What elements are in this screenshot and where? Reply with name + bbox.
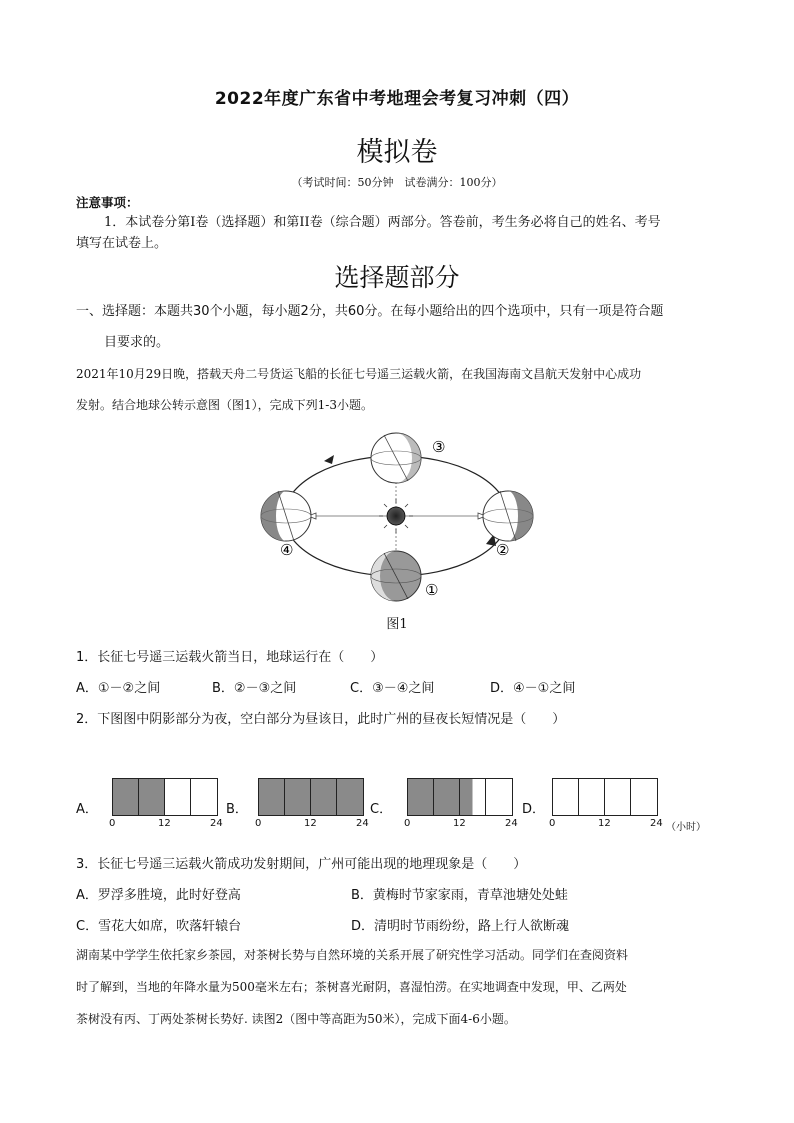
q2-daynight-bar[interactable]	[112, 778, 218, 816]
q2-tick-label: 0	[404, 818, 411, 829]
q2-option-letter[interactable]: C．	[370, 802, 393, 817]
label-3: ③	[432, 438, 446, 456]
notice-line-2: 填写在试卷上。	[76, 236, 168, 251]
q3-option-b[interactable]: B．黄梅时节家家雨，青草池塘处处蛙	[351, 888, 568, 903]
q2-tick-label: 12	[158, 818, 171, 829]
orbit-arrow-icon	[324, 455, 334, 464]
q2-bar-segment	[434, 779, 460, 815]
q1-option-b[interactable]: B．②－③之间	[212, 681, 297, 696]
q2-bar-segment	[191, 779, 217, 815]
q2-bar-segment	[460, 779, 486, 815]
q2-tick-label: 24	[356, 818, 369, 829]
q2-tick-label: 24	[505, 818, 518, 829]
section-title: 选择题部分	[334, 263, 460, 292]
q2-stem: 2．下图图中阴影部分为夜，空白部分为昼该日，此时广州的昼夜长短情况是（ ）	[76, 712, 566, 727]
q2-bar-segment	[113, 779, 139, 815]
intro2-line-2: 时了解到，当地的年降水量为500毫米左右；茶树喜光耐阴，喜湿怕涝。在实地调查中发现，甲、乙两处	[76, 980, 627, 994]
q2-tick-label: 24	[210, 818, 223, 829]
q2-bar-segment	[579, 779, 605, 815]
q2-bar-segment	[408, 779, 434, 815]
intro1-line-1: 2021年10月29日晚，搭载天舟二号货运飞船的长征七号遥三运载火箭，在我国海南文昌航天发射中心成功	[76, 367, 642, 381]
notice-line-1: 1．本试卷分第Ⅰ卷（选择题）和第II卷（综合题）两部分。答卷前，考生务必将自己的姓名、考号	[104, 215, 661, 230]
q2-bar-segment	[631, 779, 657, 815]
q2-daynight-bar[interactable]	[258, 778, 364, 816]
q2-unit-label: （小时）	[666, 822, 706, 833]
label-2: ②	[496, 541, 510, 559]
q2-option-letter[interactable]: A．	[76, 802, 98, 817]
q2-bar-segment	[337, 779, 363, 815]
q2-tick-label: 12	[598, 818, 611, 829]
label-4: ④	[280, 541, 294, 559]
q1-stem: 1．长征七号遥三运载火箭当日，地球运行在（ ）	[76, 650, 384, 665]
section-instruction-2: 目要求的。	[104, 335, 170, 350]
page-subtitle: 模拟卷	[356, 137, 438, 168]
q2-bar-segment	[259, 779, 285, 815]
q3-option-c[interactable]: C．雪花大如席，吹落轩辕台	[76, 919, 242, 934]
q2-option-letter[interactable]: B．	[226, 802, 248, 817]
intro2-line-3: 茶树没有丙、丁两处茶树长势好. 读图2（图中等高距为50米），完成下面4-6小题。	[76, 1012, 516, 1026]
q3-option-a[interactable]: A．罗浮多胜境，此时好登高	[76, 888, 241, 903]
q2-tick-label: 0	[109, 818, 116, 829]
intro1-line-2: 发射。结合地球公转示意图（图1），完成下列1-3小题。	[76, 398, 373, 412]
sun-icon	[387, 507, 405, 525]
earth-orbit-diagram	[250, 420, 550, 610]
figure1-caption: 图1	[386, 617, 408, 632]
q1-option-d[interactable]: D．④－①之间	[490, 681, 576, 696]
q2-daynight-bar[interactable]	[407, 778, 513, 816]
q2-bar-segment	[553, 779, 579, 815]
q2-daynight-bar[interactable]	[552, 778, 658, 816]
q1-option-c[interactable]: C．③－④之间	[350, 681, 435, 696]
exam-info: （考试时间：50分钟 试卷满分：100分）	[291, 176, 503, 189]
section-instruction-1: 一、选择题：本题共30个小题，每小题2分，共60分。在每小题给出的四个选项中，只有一项是符合题	[76, 304, 664, 319]
q2-tick-label: 12	[453, 818, 466, 829]
q2-tick-label: 0	[549, 818, 556, 829]
q2-bar-segment	[139, 779, 165, 815]
q2-bar-segment	[311, 779, 337, 815]
earth-position-1	[371, 551, 421, 601]
page-title: 2022年度广东省中考地理会考复习冲刺（四）	[214, 89, 580, 109]
intro2-line-1: 湖南某中学学生依托家乡茶园，对茶树长势与自然环境的关系开展了研究性学习活动。同学们在查阅资料	[76, 948, 629, 962]
earth-position-4	[261, 491, 311, 541]
q2-option-letter[interactable]: D．	[522, 802, 546, 817]
q2-tick-label: 0	[255, 818, 262, 829]
q3-option-d[interactable]: D．清明时节雨纷纷，路上行人欲断魂	[351, 919, 570, 934]
q2-bar-segment	[486, 779, 512, 815]
q2-bar-segment	[165, 779, 191, 815]
earth-position-2	[483, 491, 533, 541]
q2-bar-segment	[605, 779, 631, 815]
q2-tick-label: 12	[304, 818, 317, 829]
earth-position-3	[371, 433, 421, 483]
q2-tick-label: 24	[650, 818, 663, 829]
q2-bar-segment	[285, 779, 311, 815]
notice-heading: 注意事项：	[76, 195, 139, 210]
q1-option-a[interactable]: A．①－②之间	[76, 681, 161, 696]
q3-stem: 3．长征七号遥三运载火箭成功发射期间，广州可能出现的地理现象是（ ）	[76, 857, 527, 872]
label-1: ①	[425, 581, 439, 599]
